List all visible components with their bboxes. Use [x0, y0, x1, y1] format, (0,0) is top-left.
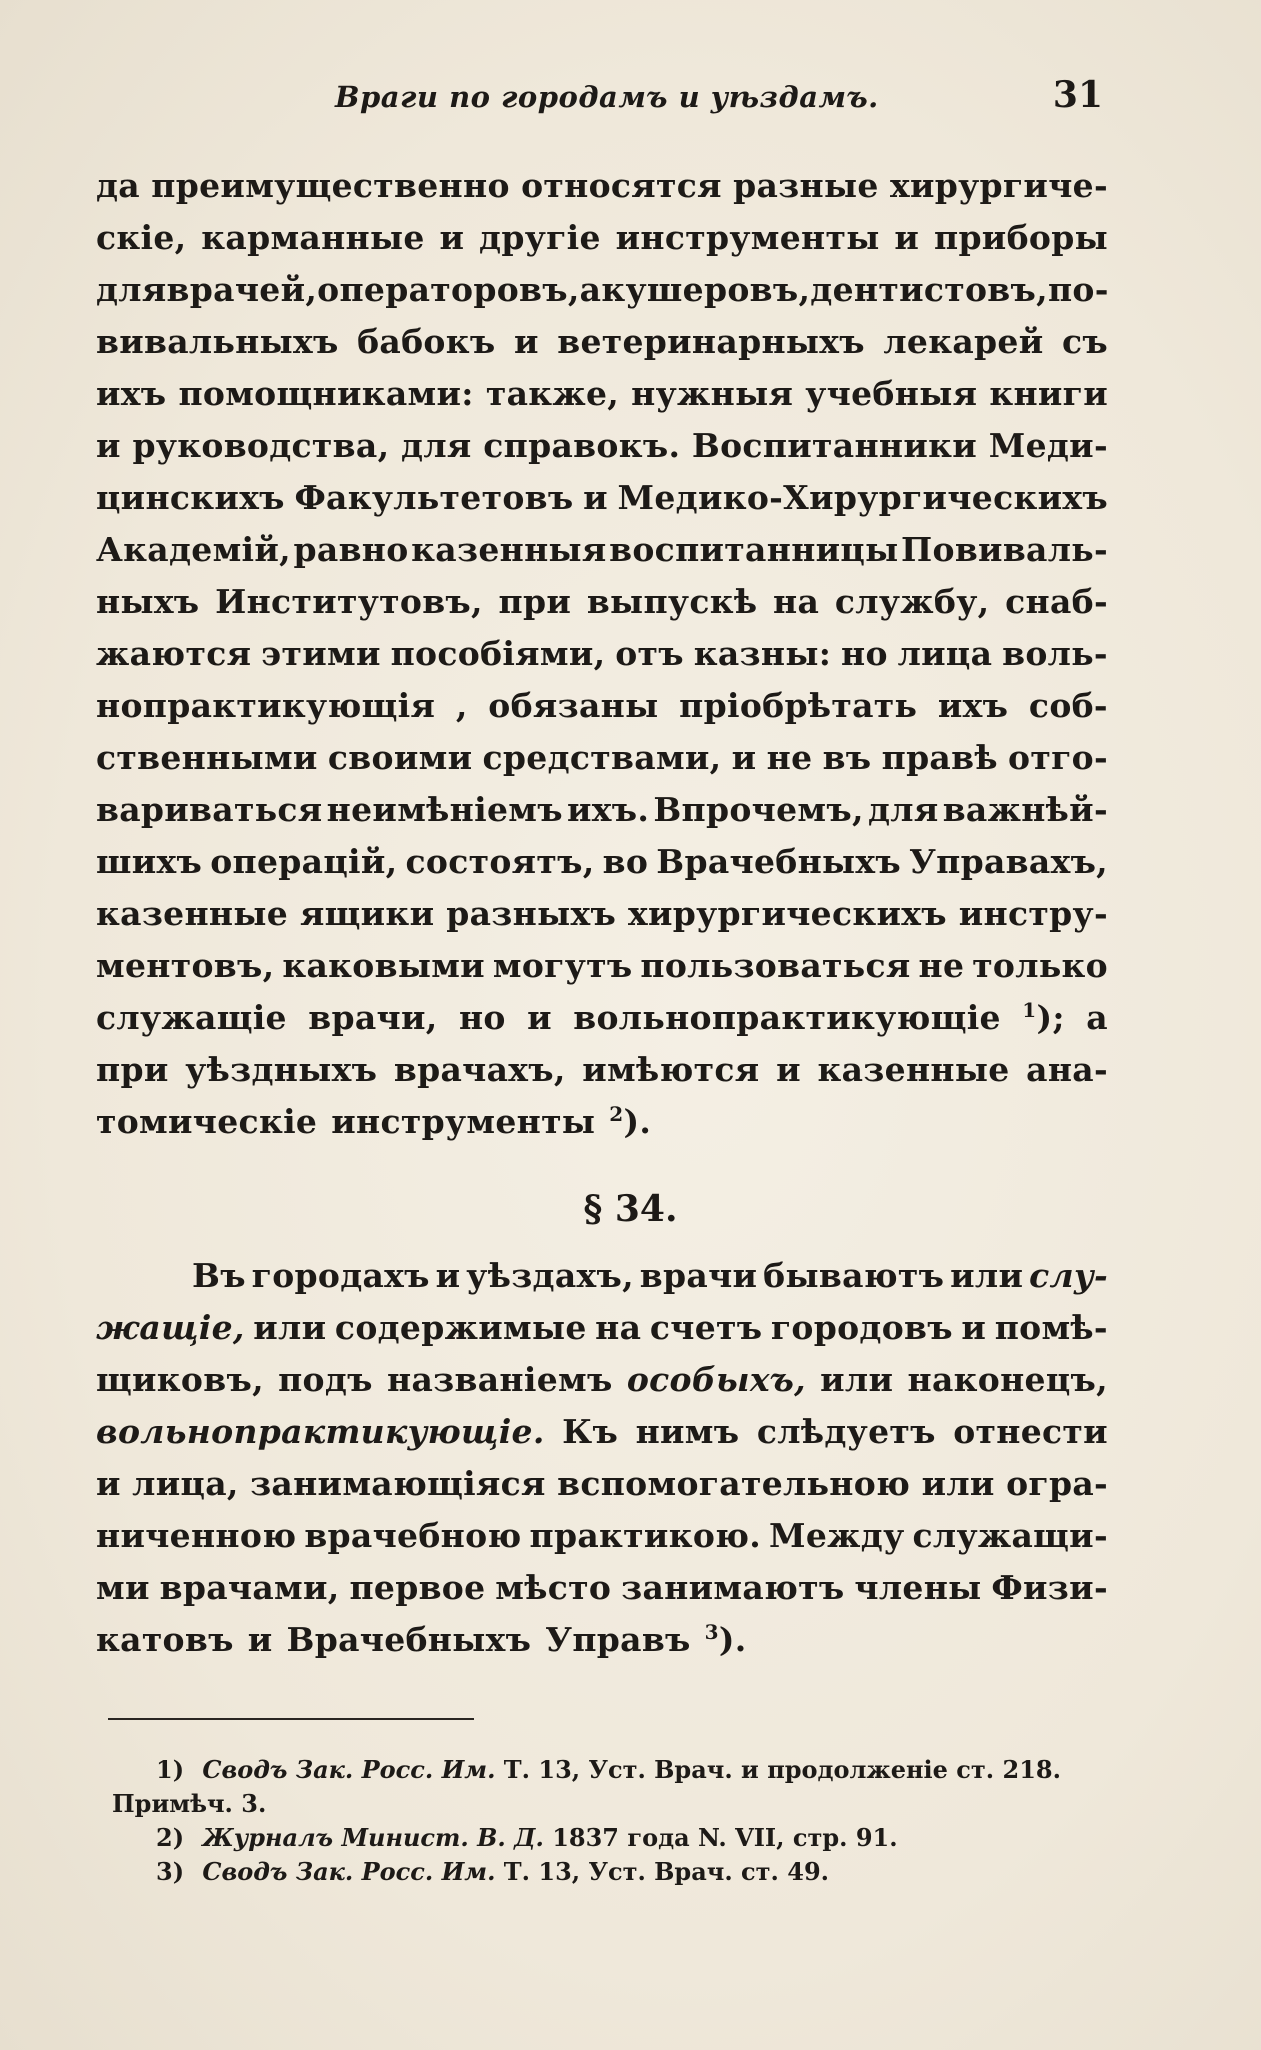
word: разныхъ — [446, 894, 617, 933]
word: счетъ — [649, 1308, 763, 1347]
footnote-1-continuation — [112, 1787, 1112, 1821]
word: обязаны — [488, 686, 659, 725]
word: для — [401, 426, 472, 465]
word: мѣсто — [495, 1568, 612, 1607]
word: приборы — [933, 218, 1108, 257]
word: неимѣніемъ — [326, 790, 563, 829]
word: помѣ- — [994, 1308, 1108, 1347]
word: акушеровъ, — [579, 270, 811, 309]
word: ихъ. — [567, 790, 650, 829]
word: и — [961, 1308, 987, 1347]
footnote-text: Т. 13, Уст. Врач. и продолженіе ст. 218. — [503, 1755, 1061, 1784]
footnote-source: Журналъ Минист. В. Д. — [202, 1823, 544, 1852]
word: наконецъ, — [907, 1360, 1108, 1399]
word: и — [894, 218, 920, 257]
word: и — [731, 738, 757, 777]
footnotes — [112, 1753, 1112, 1889]
footnote-text: 1837 года N. VII, стр. 91. — [552, 1823, 898, 1852]
word: на — [773, 582, 820, 621]
word: цинскихъ — [96, 478, 285, 517]
word: практикою. — [529, 1516, 762, 1555]
word: Врачебныхъ — [286, 1620, 532, 1659]
word: равно — [293, 530, 409, 569]
text-line — [96, 1354, 1108, 1406]
word: Къ — [562, 1412, 619, 1451]
word: Меди- — [988, 426, 1108, 465]
italic-word: вольнопрактикующіе. — [96, 1412, 545, 1451]
word: пособіями, — [390, 634, 606, 673]
word: операцій, — [210, 842, 398, 881]
footnote-text: Т. 13, Уст. Врач. ст. 49. — [503, 1857, 829, 1886]
word: а — [1086, 998, 1108, 1037]
word: этими — [261, 634, 381, 673]
word: разные — [733, 166, 879, 205]
word: отго- — [1008, 738, 1108, 777]
word: подъ — [278, 1360, 373, 1399]
word: Академій, — [96, 530, 291, 569]
word: и — [435, 1256, 461, 1295]
word: имѣются — [582, 1050, 760, 1089]
page-header — [95, 74, 1115, 128]
text-line — [96, 316, 1108, 368]
word: или — [820, 1360, 894, 1399]
word: инстру- — [958, 894, 1108, 933]
text-line — [96, 160, 1108, 212]
footnote-divider — [108, 1718, 474, 1720]
word: нимъ — [635, 1412, 740, 1451]
word: нопрактикующія — [96, 686, 436, 725]
text-line — [96, 992, 1108, 1044]
running-head: Враги по городамъ и уѣздамъ. — [335, 80, 879, 114]
word: шихъ — [96, 842, 203, 881]
word: казенные — [96, 894, 289, 933]
word: служащіе — [96, 998, 287, 1037]
word: , — [455, 686, 468, 725]
word: помощниками: — [178, 374, 474, 413]
word: Воспитанники — [691, 426, 978, 465]
word: Въ — [192, 1256, 246, 1295]
italic-word: слу- — [1029, 1256, 1108, 1295]
text-line — [96, 1302, 1108, 1354]
word: ящики — [299, 894, 435, 933]
word: руководства, — [132, 426, 390, 465]
word: уѣздныхъ — [185, 1050, 378, 1089]
word: Повиваль- — [901, 530, 1108, 569]
word: для — [867, 790, 939, 829]
text-line — [96, 212, 1108, 264]
paragraph-1 — [96, 160, 1108, 1148]
text-line — [96, 1458, 1108, 1510]
footnote-source: Сводъ Зак. Росс. Им. — [202, 1857, 496, 1886]
text-line — [96, 1250, 1108, 1302]
word: отнести — [953, 1412, 1108, 1451]
italic-word: жащіе, — [96, 1308, 245, 1347]
text-line — [96, 524, 1108, 576]
word: карманные — [201, 218, 425, 257]
word: правѣ — [881, 738, 998, 777]
word: учебныя — [805, 374, 978, 413]
word: $^2$). — [609, 1102, 652, 1141]
word: и — [96, 426, 121, 465]
word: Управахъ, — [909, 842, 1108, 881]
word: казенные — [817, 1050, 1010, 1089]
footnote-number: 2) — [156, 1823, 185, 1852]
word: но — [841, 634, 888, 673]
word: первое — [349, 1568, 486, 1607]
word: инструменты — [331, 1102, 596, 1141]
word: Медико-Хирургическихъ — [617, 478, 1108, 517]
text-line — [96, 888, 1108, 940]
word: ихъ — [937, 686, 1009, 725]
text-line — [96, 732, 1108, 784]
word: ниченною — [96, 1516, 297, 1555]
word: Впрочемъ, — [653, 790, 864, 829]
word: Между — [769, 1516, 905, 1555]
footnote-1 — [112, 1753, 1112, 1787]
word: скіе, — [96, 218, 187, 257]
word: выпускѣ — [586, 582, 758, 621]
word: ми — [96, 1568, 150, 1607]
text-line — [96, 1096, 1108, 1148]
footnote-text: Примѣч. 3. — [112, 1789, 267, 1818]
word: и — [439, 218, 465, 257]
word: снаб- — [1005, 582, 1108, 621]
footnote-3 — [112, 1855, 1112, 1889]
word: щиковъ, — [96, 1360, 264, 1399]
word: вивальныхъ — [96, 322, 339, 361]
word: не — [766, 738, 813, 777]
word: ветеринарныхъ — [557, 322, 865, 361]
word: воспитанницы — [609, 530, 899, 569]
word: врачей, — [166, 270, 318, 309]
word: ментовъ, — [96, 946, 275, 985]
word: лекарей — [883, 322, 1044, 361]
footnote-2 — [112, 1821, 1112, 1855]
text-line — [96, 1510, 1108, 1562]
text-line — [96, 784, 1108, 836]
word: $^1$); — [1022, 998, 1065, 1037]
word: каковыми — [282, 946, 485, 985]
text-line — [96, 1614, 1108, 1666]
word: врачами, — [159, 1568, 340, 1607]
word: или — [921, 1464, 995, 1503]
word: на — [595, 1308, 642, 1347]
word: хирургиче- — [889, 166, 1108, 205]
word: и — [583, 478, 608, 517]
page-number: 31 — [1052, 74, 1103, 116]
text-line — [96, 420, 1108, 472]
word: другіе — [479, 218, 601, 257]
word: врачебною — [304, 1516, 522, 1555]
word: при — [498, 582, 572, 621]
word: но — [458, 998, 506, 1037]
word: воль- — [1002, 634, 1108, 673]
word: своими — [327, 738, 473, 777]
word: также, — [485, 374, 620, 413]
word: службу, — [834, 582, 990, 621]
text-line — [96, 836, 1108, 888]
text-line — [96, 472, 1108, 524]
word: пріобрѣтать — [679, 686, 918, 725]
word: члены — [854, 1568, 982, 1607]
word: слѣдуетъ — [756, 1412, 936, 1451]
word: не — [918, 946, 965, 985]
word: дентистовъ, — [810, 270, 1048, 309]
word: пользоваться — [640, 946, 911, 985]
word: $^3$). — [704, 1620, 747, 1659]
word: и — [527, 998, 552, 1037]
word: бабокъ — [357, 322, 496, 361]
text-line — [96, 680, 1108, 732]
word: или — [253, 1308, 327, 1347]
word: лица, — [132, 1464, 239, 1503]
word: книги — [989, 374, 1108, 413]
word: и — [96, 1464, 121, 1503]
word: отъ — [615, 634, 684, 673]
word: врачи — [639, 1256, 758, 1295]
word: занимающіяся — [250, 1464, 546, 1503]
word: городахъ — [251, 1256, 430, 1295]
word: лица — [897, 634, 993, 673]
word: городовъ — [770, 1308, 953, 1347]
paragraph-2 — [96, 1250, 1108, 1666]
word: врачи, — [308, 998, 438, 1037]
word: соб- — [1028, 686, 1108, 725]
word: Врачебныхъ — [656, 842, 901, 881]
word: состоятъ, — [405, 842, 595, 881]
word: и — [247, 1620, 273, 1659]
word: врачахъ, — [393, 1050, 566, 1089]
italic-word: особыхъ, — [626, 1360, 806, 1399]
word: Физи- — [991, 1568, 1108, 1607]
footnote-number: 1) — [156, 1755, 185, 1784]
word: справокъ. — [483, 426, 681, 465]
word: катовъ — [96, 1620, 234, 1659]
word: съ — [1061, 322, 1108, 361]
text-line — [96, 940, 1108, 992]
word: могутъ — [492, 946, 633, 985]
word: относятся — [521, 166, 722, 205]
word: томическіе — [96, 1102, 318, 1141]
word: вариваться — [96, 790, 323, 829]
word: огра- — [1006, 1464, 1108, 1503]
word: по- — [1047, 270, 1109, 309]
text-line — [96, 576, 1108, 628]
word: преимущественно — [151, 166, 510, 205]
text-line — [96, 1562, 1108, 1614]
word: операторовъ, — [317, 270, 580, 309]
word: вспомогательною — [557, 1464, 911, 1503]
footnote-number: 3) — [156, 1857, 185, 1886]
word: и — [513, 322, 539, 361]
word: для — [96, 270, 167, 309]
word: хирургическихъ — [628, 894, 947, 933]
word: вольнопрактикующіе — [573, 998, 1001, 1037]
text-line — [96, 628, 1108, 680]
word: содержимые — [334, 1308, 587, 1347]
word: Управъ — [545, 1620, 691, 1659]
word: жаются — [96, 634, 252, 673]
footnote-source: Сводъ Зак. Росс. Им. — [202, 1755, 496, 1784]
word: ственными — [96, 738, 318, 777]
text-line — [96, 368, 1108, 420]
word: Факультетовъ — [294, 478, 574, 517]
word: въ — [822, 738, 872, 777]
word: ныхъ — [96, 582, 200, 621]
word: бываютъ — [763, 1256, 945, 1295]
word: ихъ — [96, 374, 167, 413]
text-line — [96, 264, 1108, 316]
word: инструменты — [615, 218, 880, 257]
text-line — [96, 1406, 1108, 1458]
word: средствами, — [482, 738, 722, 777]
word: нужныя — [631, 374, 794, 413]
section-heading: § 34. — [583, 1188, 678, 1230]
word: казны: — [693, 634, 832, 673]
word: да — [96, 166, 140, 205]
word: во — [602, 842, 649, 881]
word: при — [96, 1050, 169, 1089]
word: названіемъ — [387, 1360, 613, 1399]
word: важнѣй- — [942, 790, 1108, 829]
word: только — [972, 946, 1108, 985]
word: ана- — [1026, 1050, 1108, 1089]
word: служащи- — [912, 1516, 1108, 1555]
word: занимаютъ — [621, 1568, 845, 1607]
word: казенныя — [411, 530, 607, 569]
word: Институтовъ, — [215, 582, 483, 621]
text-line — [96, 1044, 1108, 1096]
word: и — [776, 1050, 801, 1089]
word: уѣздахъ, — [466, 1256, 634, 1295]
word: или — [950, 1256, 1024, 1295]
